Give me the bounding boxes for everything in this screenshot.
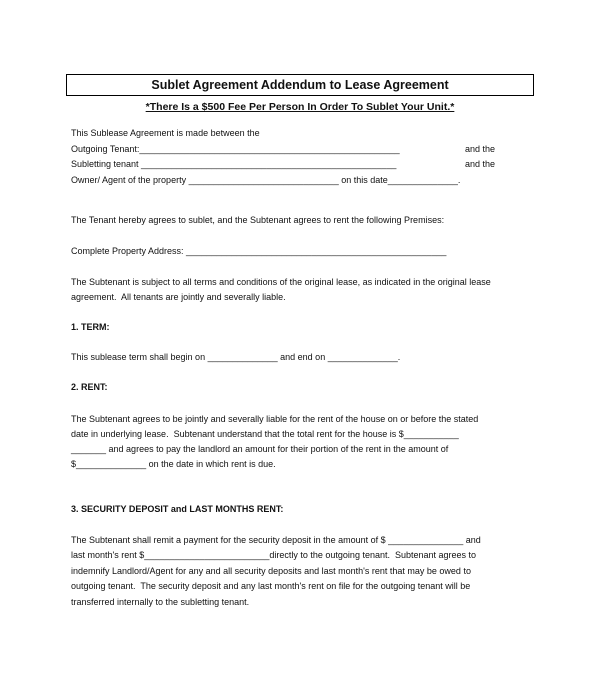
fee-notice: *There Is a $500 Fee Per Person In Order To Sublet Your Unit.*	[145, 101, 455, 113]
rent-line-2: date in underlying lease. Subtenant understand that the total rent for the house is $___________	[71, 429, 459, 439]
property-address-line: Complete Property Address: ____________________________________________________	[71, 246, 447, 256]
terms-line-1: The Subtenant is subject to all terms and conditions of the original lease, as indicated in the original lease	[71, 277, 491, 287]
deposit-line-3: indemnify Landlord/Agent for any and all security deposits and last month's rent that may be owed to	[71, 566, 471, 576]
owner-agent-line: Owner/ Agent of the property ______________________________ on this date______________.	[71, 175, 461, 185]
deposit-line-1: The Subtenant shall remit a payment for the security deposit in the amount of $ _______________ and	[71, 535, 481, 545]
term-text: This sublease term shall begin on ______________ and end on ______________.	[71, 352, 401, 362]
rent-heading: 2. RENT:	[71, 382, 108, 392]
deposit-line-4: outgoing tenant. The security deposit and any last month's rent on file for the outgoing tenant will be	[71, 581, 471, 591]
rent-line-1: The Subtenant agrees to be jointly and severally liable for the rent of the house on or before the stated	[71, 414, 479, 424]
outgoing-tenant-suffix: and the	[465, 144, 496, 154]
deposit-line-2: last month's rent $_________________________directly to the outgoing tenant. Subtenant agrees to	[71, 550, 477, 560]
premises-agreement: The Tenant hereby agrees to sublet, and the Subtenant agrees to rent the following Premises:	[71, 215, 445, 225]
subletting-tenant-suffix: and the	[465, 159, 496, 169]
document-title: Sublet Agreement Addendum to Lease Agreement	[66, 74, 534, 96]
terms-line-2: agreement. All tenants are jointly and severally liable.	[71, 292, 286, 302]
deposit-heading: 3. SECURITY DEPOSIT and LAST MONTHS RENT:	[71, 504, 284, 514]
outgoing-tenant-line: Outgoing Tenant:____________________________________________________	[71, 144, 400, 154]
subletting-tenant-line: Subletting tenant ___________________________________________________	[71, 159, 397, 169]
rent-line-4: $______________ on the date in which rent is due.	[71, 459, 276, 469]
deposit-line-5: transferred internally to the subletting tenant.	[71, 597, 250, 607]
term-heading: 1. TERM:	[71, 322, 110, 332]
rent-line-3: _______ and agrees to pay the landlord an amount for their portion of the rent in the amount of	[71, 444, 449, 454]
parties-intro: This Sublease Agreement is made between the	[71, 128, 260, 138]
